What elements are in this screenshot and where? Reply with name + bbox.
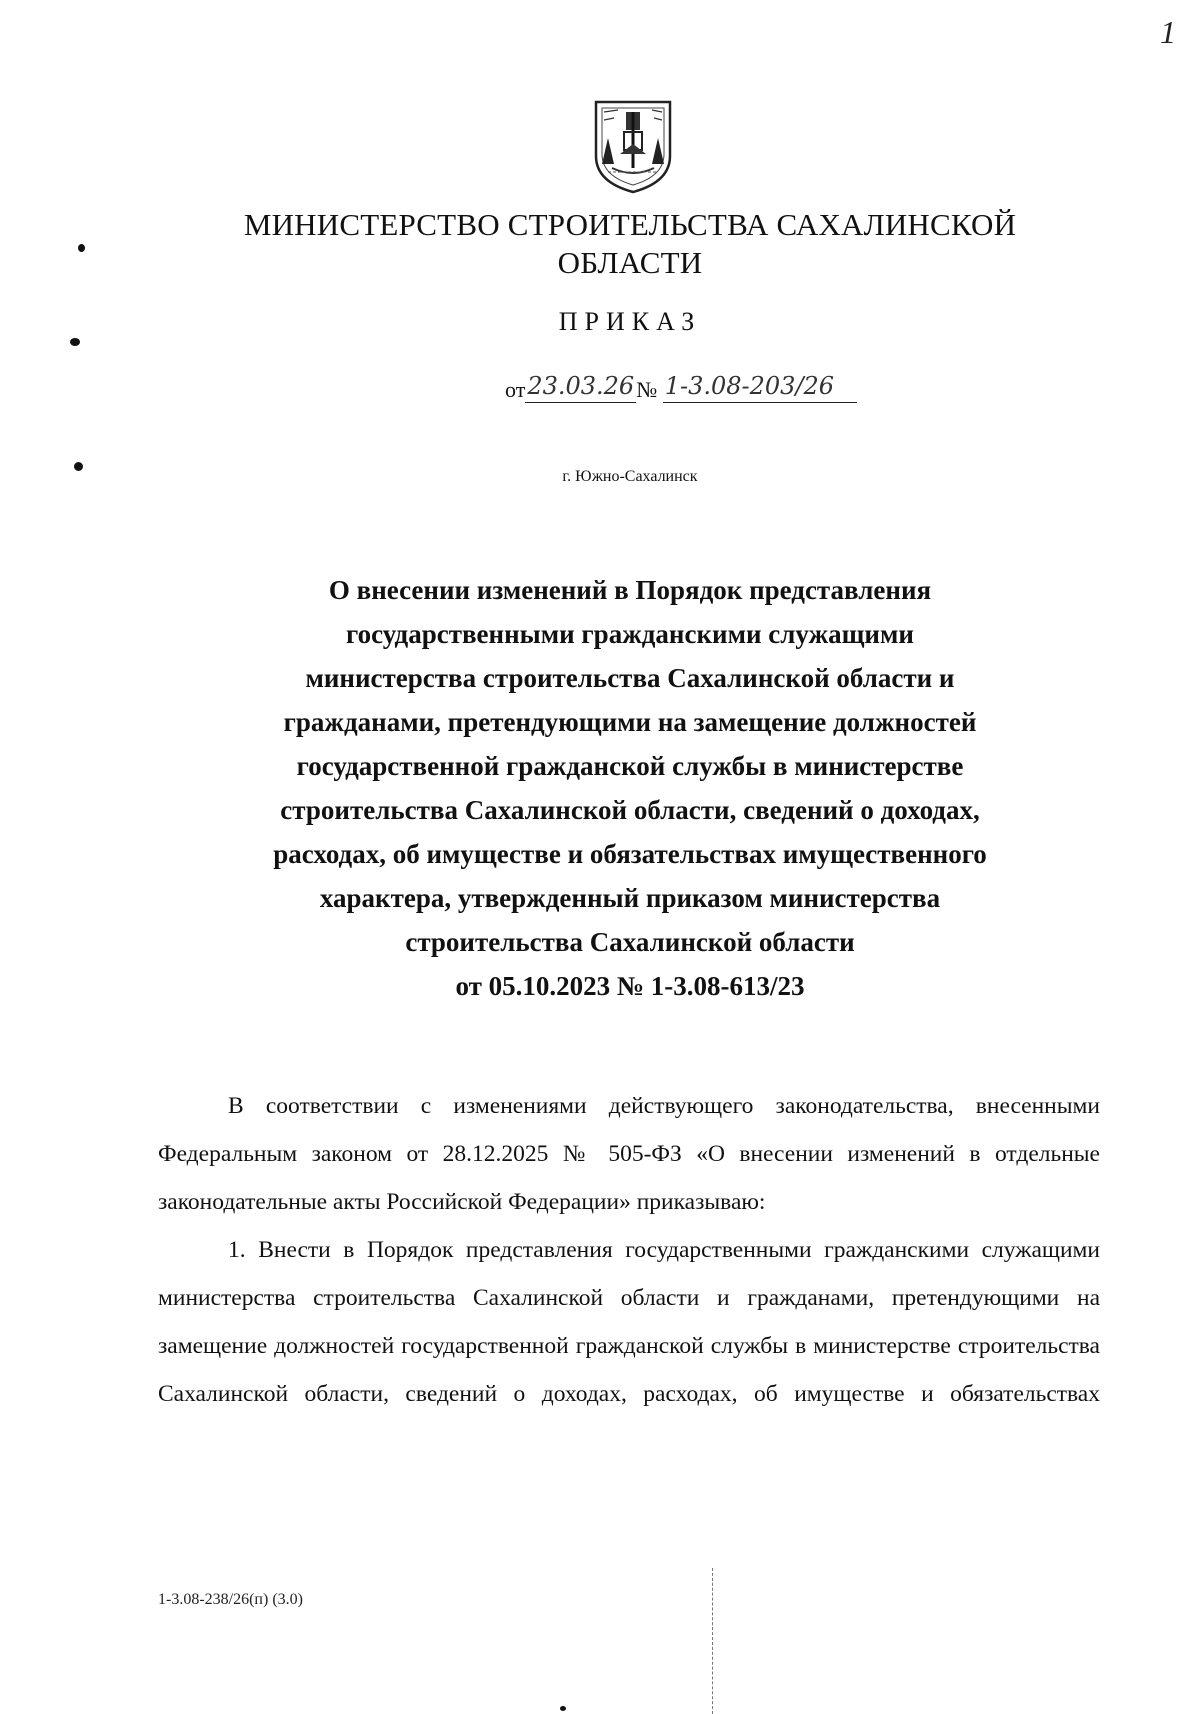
order-date-number-line	[505, 372, 857, 412]
document-footer-code: 1-3.08-238/26(п) (3.0)	[158, 1591, 303, 1608]
document-title	[210, 568, 1050, 1008]
handwritten-order-date: 23.03.26	[525, 372, 636, 403]
scan-speck	[70, 338, 80, 346]
scan-speck	[78, 244, 85, 252]
title-line: характера, утвержденный приказом министерства	[319, 883, 941, 913]
scan-speck	[74, 462, 83, 471]
document-type-heading: ПРИКАЗ	[558, 307, 702, 336]
sakhalin-coat-of-arms-icon	[590, 98, 676, 194]
title-line: министерства строительства Сахалинской области и	[305, 663, 955, 693]
scan-speck	[560, 1706, 566, 1711]
title-line: расходах, об имуществе и обязательствах имущественного	[273, 839, 987, 869]
title-line: от 05.10.2023 № 1-3.08-613/23	[455, 971, 805, 1001]
title-line: гражданами, претендующими на замещение должностей	[283, 707, 977, 737]
number-prefix: №	[636, 377, 658, 402]
title-line: государственными гражданскими служащими	[346, 619, 914, 649]
handwritten-order-number: 1-3.08-203/26	[663, 372, 857, 403]
body-paragraph-item-1: 1. Внести в Порядок представления государственными гражданскими служащими министерства строительства Сахалинской области и гражданами, претендующими на замещение должностей государственной гражданской службы в министерстве строительства Сахалинской области, сведений о доходах, расходах, об имуществе и обязательствах	[158, 1237, 1100, 1407]
ministry-name: МИНИСТЕРСТВО СТРОИТЕЛЬСТВА САХАЛИНСКОЙ ОБЛАСТИ	[243, 207, 1017, 280]
title-line: государственной гражданской службы в министерстве	[296, 751, 964, 781]
title-line: О внесении изменений в Порядок представления	[328, 575, 932, 605]
title-line: строительства Сахалинской области, сведений о доходах,	[280, 795, 980, 825]
city-line: г. Южно-Сахалинск	[562, 468, 698, 485]
document-body	[158, 1082, 1100, 1418]
scan-fold-mark	[712, 1568, 714, 1714]
handwritten-page-number: 1	[1160, 14, 1176, 50]
date-prefix: от	[505, 377, 526, 402]
body-paragraph-preamble: В соответствии с изменениями действующего законодательства, внесенными Федеральным законом от 28.12.2025 № 505-ФЗ «О внесении изменений в отдельные законодательные акты Российской Федерации» приказываю:	[158, 1093, 1100, 1215]
title-line: строительства Сахалинской области	[405, 927, 855, 957]
